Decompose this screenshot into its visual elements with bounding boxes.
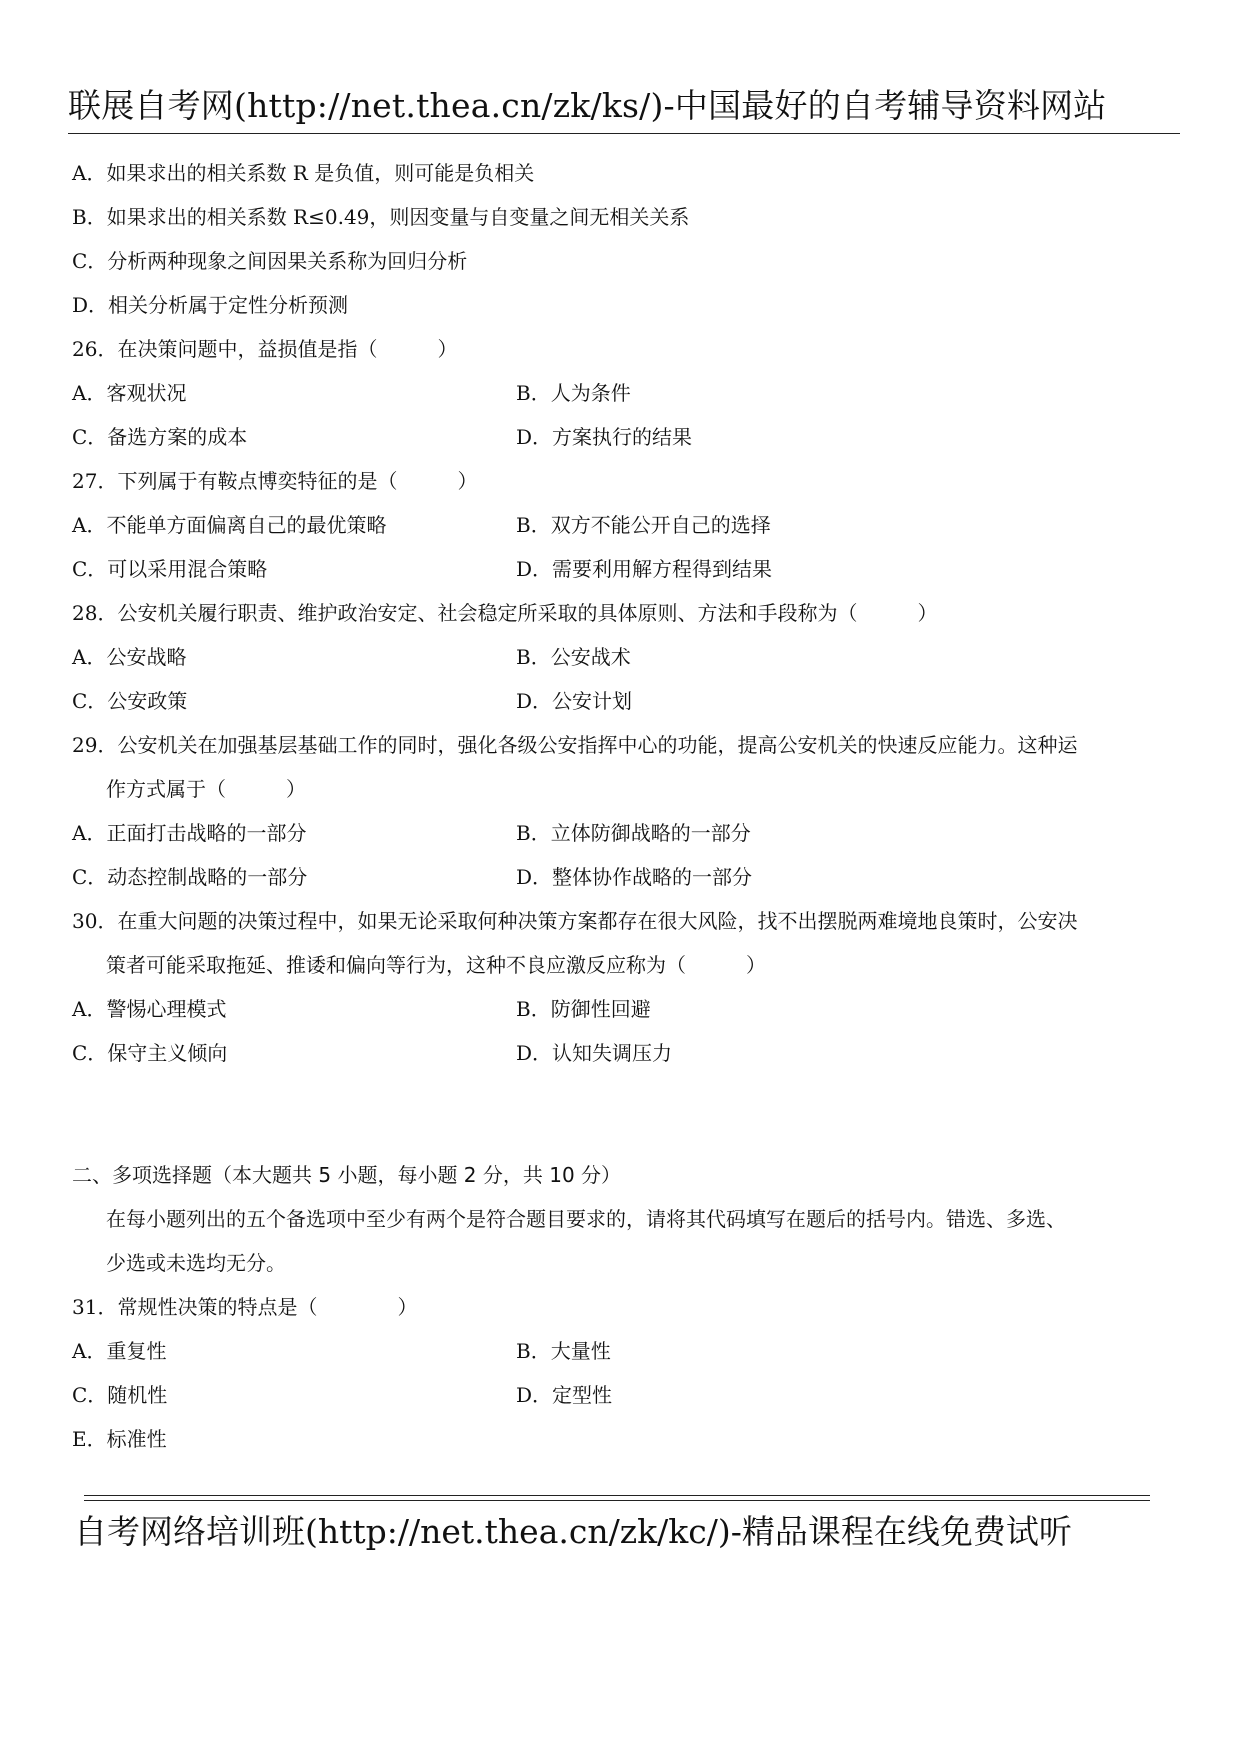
q28-option-a: A．公安战略 (72, 645, 187, 669)
q27-option-c: C．可以采用混合策略 (72, 557, 268, 581)
q28-option-b: B．公安战术 (516, 645, 631, 669)
q31-options-row-2 (72, 1382, 1182, 1426)
q27-options-row-2 (72, 556, 1182, 600)
q26-option-c: C．备选方案的成本 (72, 425, 248, 449)
q30-option-d: D．认知失调压力 (516, 1041, 673, 1065)
q30-stem-line-1: 30．在重大问题的决策过程中，如果无论采取何种决策方案都存在很大风险，找不出摆脱两难境地良策时，公安决 (72, 909, 1078, 933)
q31-option-e: E．标准性 (72, 1427, 167, 1451)
q31-options-row-1 (72, 1338, 1182, 1382)
q26-option-a: A．客观状况 (72, 381, 187, 405)
q31-option-d: D．定型性 (516, 1383, 613, 1407)
q27-stem: 27．下列属于有鞍点博奕特征的是（ ） (72, 469, 478, 493)
q30-options-row-1 (72, 996, 1182, 1040)
q29-options-row-2 (72, 864, 1182, 908)
q28-options-row-2 (72, 688, 1182, 732)
q31-option-c: C．随机性 (72, 1383, 168, 1407)
q28-option-c: C．公安政策 (72, 689, 188, 713)
q28-stem: 28．公安机关履行职责、维护政治安定、社会稳定所采取的具体原则、方法和手段称为（ ） (72, 601, 938, 625)
page-header-banner: 联展自考网(http://net.thea.cn/zk/ks/)-中国最好的自考辅导资料网站 (68, 86, 1107, 125)
q28-options-row-1 (72, 644, 1182, 688)
q27-option-a: A．不能单方面偏离自己的最优策略 (72, 513, 387, 537)
q26-stem: 26．在决策问题中，益损值是指（ ） (72, 337, 458, 361)
q30-stem-line-2: 策者可能采取拖延、推诿和偏向等行为，这种不良应激反应称为（ ） (106, 953, 766, 977)
q26-option-d: D．方案执行的结果 (516, 425, 693, 449)
q31-option-a: A．重复性 (72, 1339, 167, 1363)
q31-stem: 31．常规性决策的特点是（ ） (72, 1295, 418, 1319)
q29-option-d: D．整体协作战略的一部分 (516, 865, 753, 889)
page-footer-banner: 自考网络培训班(http://net.thea.cn/zk/kc/)-精品课程在线免费试听 (74, 1512, 1072, 1551)
q25-option-b: B．如果求出的相关系数 R≤0.49，则因变量与自变量之间无相关关系 (72, 205, 690, 229)
q26-options-row-2 (72, 424, 1182, 468)
q27-option-d: D．需要利用解方程得到结果 (516, 557, 773, 581)
q29-stem-line-2: 作方式属于（ ） (106, 777, 306, 801)
q30-option-c: C．保守主义倾向 (72, 1041, 228, 1065)
q27-options-row-1 (72, 512, 1182, 556)
q27-option-b: B．双方不能公开自己的选择 (516, 513, 771, 537)
q29-option-a: A．正面打击战略的一部分 (72, 821, 307, 845)
q30-option-a: A．警惕心理模式 (72, 997, 227, 1021)
exam-content (72, 160, 1182, 1470)
q30-option-b: B．防御性回避 (516, 997, 651, 1021)
q29-options-row-1 (72, 820, 1182, 864)
q28-option-d: D．公安计划 (516, 689, 633, 713)
q30-options-row-2 (72, 1040, 1182, 1084)
section-2-instruction-line-2: 少选或未选均无分。 (106, 1251, 286, 1275)
q25-option-c: C．分析两种现象之间因果关系称为回归分析 (72, 249, 468, 273)
q29-stem-line-1: 29．公安机关在加强基层基础工作的同时，强化各级公安指挥中心的功能，提高公安机关的快速反应能力。这种运 (72, 733, 1078, 757)
q25-option-d: D．相关分析属于定性分析预测 (72, 293, 349, 317)
q31-option-b: B．大量性 (516, 1339, 611, 1363)
q26-options-row-1 (72, 380, 1182, 424)
q29-option-c: C．动态控制战略的一部分 (72, 865, 308, 889)
footer-divider (84, 1495, 1150, 1501)
q26-option-b: B．人为条件 (516, 381, 631, 405)
section-2-title: 二、多项选择题（本大题共 5 小题，每小题 2 分，共 10 分） (72, 1163, 622, 1187)
header-divider (68, 133, 1180, 134)
section-2-instruction-line-1: 在每小题列出的五个备选项中至少有两个是符合题目要求的，请将其代码填写在题后的括号内。错选、多选、 (106, 1207, 1066, 1231)
q25-option-a: A．如果求出的相关系数 R 是负值，则可能是负相关 (72, 161, 535, 185)
q29-option-b: B．立体防御战略的一部分 (516, 821, 751, 845)
